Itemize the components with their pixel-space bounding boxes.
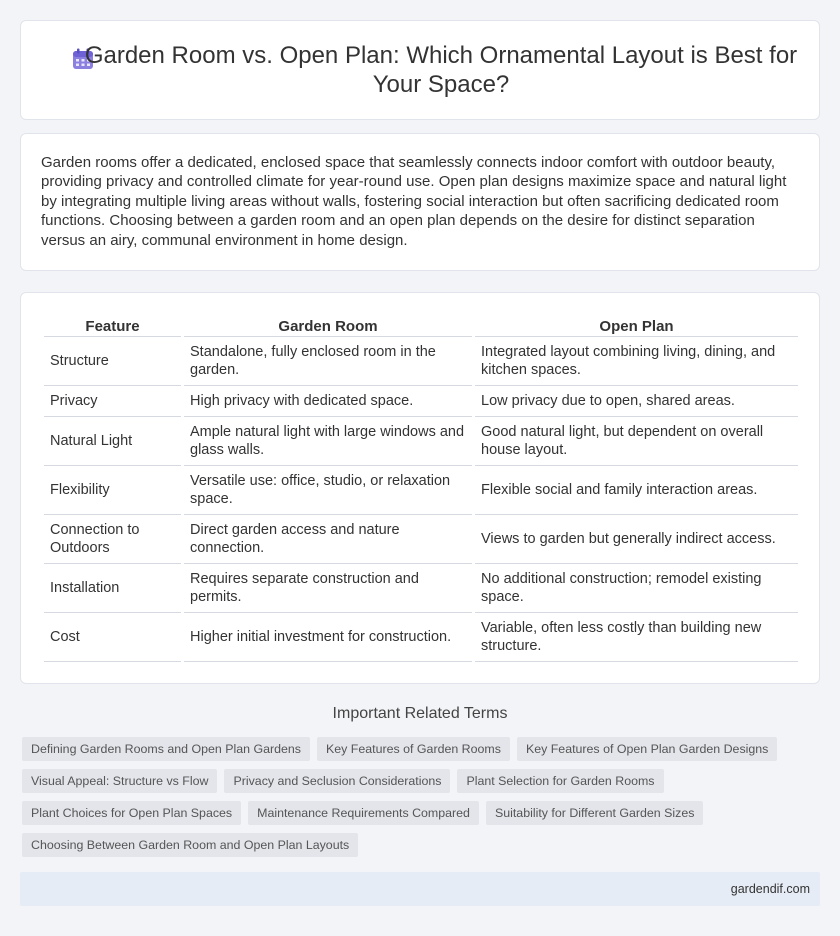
related-term-tag[interactable]: Plant Selection for Garden Rooms	[457, 769, 663, 793]
related-term-tag[interactable]: Visual Appeal: Structure vs Flow	[22, 769, 217, 793]
intro-paragraph: Garden rooms offer a dedicated, enclosed space that seamlessly connects indoor comfort with outdoor beauty, providing privacy and controlled climate for year-round use. Open plan designs maximize space and natural light by integrating multiple living areas without walls, fostering social interaction but often sacrificing dedicated room functions. Choosing between a garden room and an open plan depends on the desire for distinct separation versus an airy, communal environment in home design.	[41, 154, 787, 249]
table-row	[44, 515, 798, 564]
feature-cell: Natural Light	[44, 417, 181, 466]
tag-row	[22, 737, 822, 761]
related-term-tag[interactable]: Key Features of Garden Rooms	[317, 737, 510, 761]
column-header-garden-room: Garden Room	[184, 313, 472, 337]
feature-cell: Connection to Outdoors	[44, 515, 181, 564]
comparison-card	[20, 292, 820, 684]
related-term-tag[interactable]: Defining Garden Rooms and Open Plan Gardens	[22, 737, 310, 761]
related-term-tag[interactable]: Choosing Between Garden Room and Open Plan Layouts	[22, 833, 358, 857]
feature-cell: Cost	[44, 613, 181, 662]
table-row	[44, 564, 798, 613]
table-row	[44, 337, 798, 386]
garden-room-cell: Versatile use: office, studio, or relaxation space.	[184, 466, 472, 515]
open-plan-cell: No additional construction; remodel existing space.	[475, 564, 798, 613]
related-term-tag[interactable]: Plant Choices for Open Plan Spaces	[22, 801, 241, 825]
garden-room-cell: High privacy with dedicated space.	[184, 386, 472, 417]
related-terms-heading: Important Related Terms	[332, 705, 508, 722]
intro-card	[20, 133, 820, 271]
tag-row	[22, 801, 822, 825]
column-header-feature: Feature	[44, 313, 181, 337]
footer-site-link[interactable]: gardendif.com	[730, 882, 810, 896]
tag-row	[22, 769, 822, 793]
table-row	[44, 386, 798, 417]
column-header-open-plan: Open Plan	[475, 313, 798, 337]
feature-cell: Installation	[44, 564, 181, 613]
feature-cell: Privacy	[44, 386, 181, 417]
feature-cell: Flexibility	[44, 466, 181, 515]
tag-row	[22, 833, 822, 857]
feature-cell: Structure	[44, 337, 181, 386]
garden-room-cell: Requires separate construction and permits.	[184, 564, 472, 613]
open-plan-cell: Flexible social and family interaction areas.	[475, 466, 798, 515]
open-plan-cell: Good natural light, but dependent on overall house layout.	[475, 417, 798, 466]
footer	[20, 872, 820, 906]
header-card	[20, 20, 820, 120]
garden-room-cell: Ample natural light with large windows and glass walls.	[184, 417, 472, 466]
related-terms-list	[22, 737, 822, 865]
related-term-tag[interactable]: Key Features of Open Plan Garden Designs	[517, 737, 777, 761]
garden-room-cell: Higher initial investment for construction.	[184, 613, 472, 662]
related-term-tag[interactable]: Maintenance Requirements Compared	[248, 801, 479, 825]
garden-room-cell: Direct garden access and nature connection.	[184, 515, 472, 564]
garden-room-cell: Standalone, fully enclosed room in the garden.	[184, 337, 472, 386]
related-term-tag[interactable]: Suitability for Different Garden Sizes	[486, 801, 704, 825]
open-plan-cell: Views to garden but generally indirect access.	[475, 515, 798, 564]
table-row	[44, 466, 798, 515]
comparison-table	[41, 313, 801, 662]
open-plan-cell: Low privacy due to open, shared areas.	[475, 386, 798, 417]
table-header-row	[44, 313, 798, 337]
open-plan-cell: Variable, often less costly than building new structure.	[475, 613, 798, 662]
table-row	[44, 417, 798, 466]
page-title: Garden Room vs. Open Plan: Which Ornamental Layout is Best for Your Space?	[84, 42, 798, 98]
related-term-tag[interactable]: Privacy and Seclusion Considerations	[224, 769, 450, 793]
open-plan-cell: Integrated layout combining living, dining, and kitchen spaces.	[475, 337, 798, 386]
table-row	[44, 613, 798, 662]
